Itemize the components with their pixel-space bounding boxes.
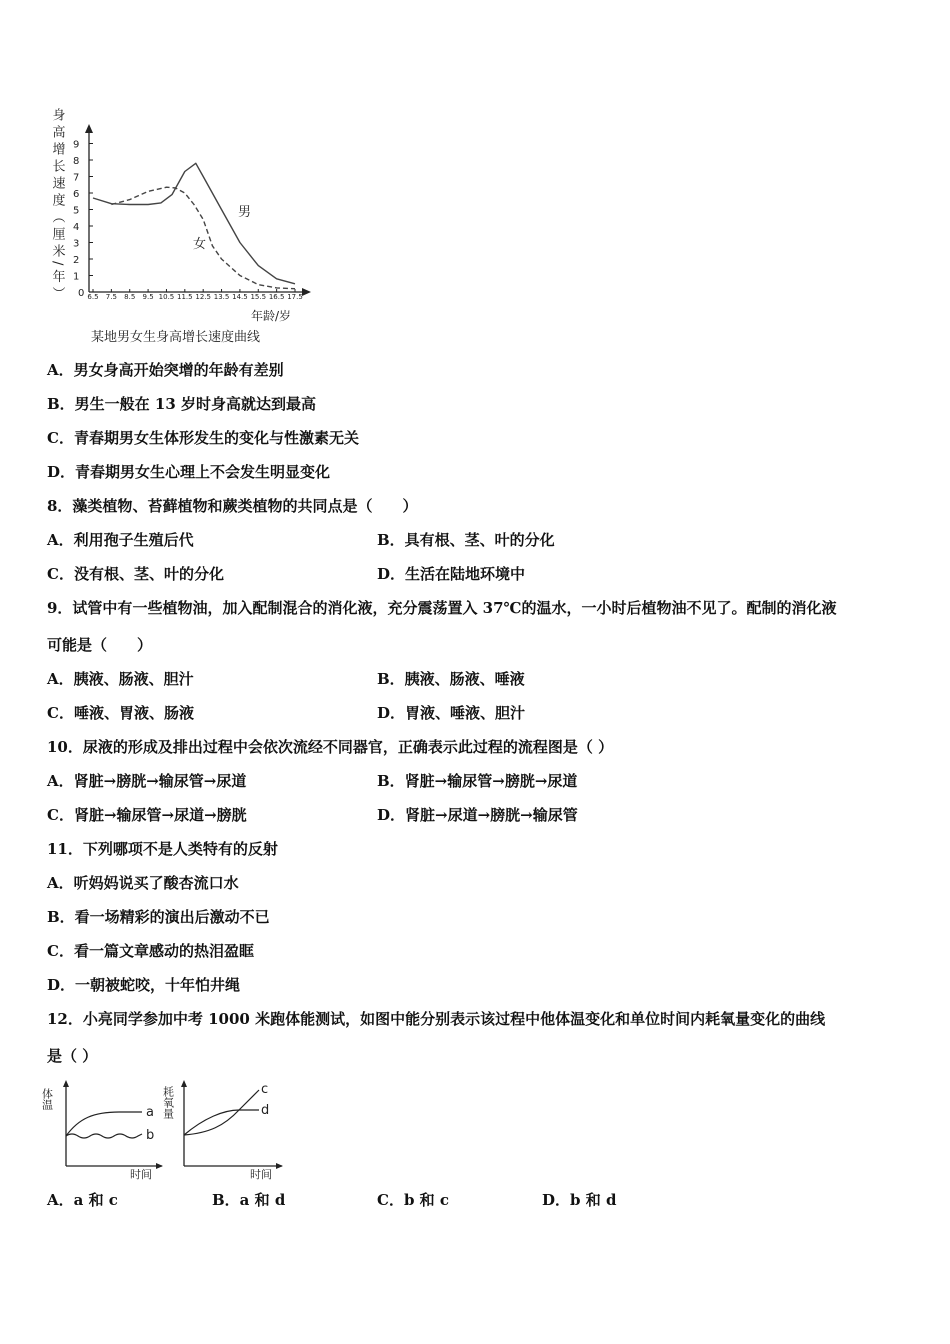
y-axis-arrow xyxy=(85,124,93,133)
x-tick-label: 17.5 xyxy=(287,293,303,301)
x-tick-label: 14.5 xyxy=(232,293,248,301)
q11-option-a[interactable]: A．听妈妈说买了酸杏流口水 xyxy=(47,874,239,892)
x-tick-label: 13.5 xyxy=(213,293,230,301)
q7-option-b[interactable]: B．男生一般在 13 岁时身高就达到最高 xyxy=(47,395,316,413)
chart-title: 某地男女生身高增长速度曲线 xyxy=(91,330,261,345)
curve-d xyxy=(184,1110,259,1135)
y-tick-label: 2 xyxy=(73,255,80,266)
q12-option-b[interactable]: B．a 和 d xyxy=(212,1191,286,1209)
q9-stem-2: 可能是（ ） xyxy=(47,636,153,654)
q12-option-d[interactable]: D．b 和 d xyxy=(542,1191,617,1209)
y-axis-label: 耗氧量 xyxy=(161,1086,175,1119)
y-tick-label: 9 xyxy=(73,139,80,151)
y-tick-label: 3 xyxy=(73,238,80,250)
x-tick-label: 12.5 xyxy=(195,293,211,301)
q11-option-c[interactable]: C．看一篇文章感动的热泪盈眶 xyxy=(47,942,254,960)
q10-stem: 10．尿液的形成及排出过程中会依次流经不同器官，正确表示此过程的流程图是（ ） xyxy=(47,738,614,756)
q10-option-b[interactable]: B．肾脏→输尿管→膀胱→尿道 xyxy=(377,772,578,790)
q7-option-a[interactable]: A．男女身高开始突增的年龄有差别 xyxy=(47,361,284,379)
x-tick-label: 9.5 xyxy=(142,293,154,301)
q7-option-c[interactable]: C．青春期男女生体形发生的变化与性激素无关 xyxy=(47,429,359,447)
x-axis-label: 时间 xyxy=(250,1168,272,1181)
q11-stem: 11．下列哪项不是人类特有的反射 xyxy=(47,840,278,858)
oxygen-consumption-graph xyxy=(161,1078,289,1181)
q8-option-c[interactable]: C．没有根、茎、叶的分化 xyxy=(47,565,224,583)
y-axis-title: 身高增长速度（厘米/年） xyxy=(49,108,65,304)
x-axis-arrow xyxy=(302,288,311,296)
q8-option-d[interactable]: D．生活在陆地环境中 xyxy=(377,565,526,583)
series-male-label: 男 xyxy=(238,205,252,220)
q10-option-c[interactable]: C．肾脏→输尿管→尿道→膀胱 xyxy=(47,806,247,824)
y-tick-label: 1 xyxy=(73,271,80,283)
q9-option-b[interactable]: B．胰液、肠液、唾液 xyxy=(377,670,525,688)
q10-option-d[interactable]: D．肾脏→尿道→膀胱→输尿管 xyxy=(377,806,578,824)
q8-option-b[interactable]: B．具有根、茎、叶的分化 xyxy=(377,531,555,549)
y-tick-label: 8 xyxy=(73,156,80,167)
q12-option-c[interactable]: C．b 和 c xyxy=(377,1191,450,1209)
curve-b-label: b xyxy=(146,1128,155,1143)
q11-option-d[interactable]: D．一朝被蛇咬，十年怕井绳 xyxy=(47,976,241,994)
q9-option-a[interactable]: A．胰液、肠液、胆汁 xyxy=(47,670,194,688)
series-female-label: 女 xyxy=(193,237,207,252)
curve-b xyxy=(66,1134,142,1138)
x-tick-label: 8.5 xyxy=(124,293,136,301)
q9-option-c[interactable]: C．唾液、胃液、肠液 xyxy=(47,704,194,722)
q8-option-a[interactable]: A．利用孢子生殖后代 xyxy=(47,531,194,549)
q8-stem: 8．藻类植物、苔藓植物和蕨类植物的共同点是（ ） xyxy=(47,497,418,515)
curve-c-label: c xyxy=(261,1082,269,1097)
curve-a xyxy=(66,1112,142,1136)
x-tick-label: 15.5 xyxy=(250,293,267,301)
curve-d-label: d xyxy=(261,1103,270,1118)
x-tick-label: 16.5 xyxy=(268,293,285,301)
y-tick-label: 6 xyxy=(73,189,80,200)
x-tick-label: 10.5 xyxy=(158,293,175,301)
y-tick-label: 4 xyxy=(73,222,80,233)
series-male-line xyxy=(93,163,295,283)
x-axis-title: 年龄/岁 xyxy=(251,309,292,323)
x-tick-label: 6.5 xyxy=(87,293,99,301)
q10-option-a[interactable]: A．肾脏→膀胱→输尿管→尿道 xyxy=(47,772,247,790)
q11-option-b[interactable]: B．看一场精彩的演出后激动不已 xyxy=(47,908,270,926)
q9-stem-1: 9．试管中有一些植物油，加入配制混合的消化液，充分震荡置入 37℃的温水，一小时后植物油不见了。配制的消化液 xyxy=(47,599,837,617)
y-tick-label: 0 xyxy=(78,288,85,299)
y-axis-label: 体温 xyxy=(40,1088,54,1110)
y-tick-label: 5 xyxy=(73,205,80,217)
q7-option-d[interactable]: D．青春期男女生心理上不会发生明显变化 xyxy=(47,463,331,481)
q12-stem-2: 是（ ） xyxy=(47,1047,98,1065)
q12-option-a[interactable]: A．a 和 c xyxy=(47,1191,118,1209)
y-tick-label: 7 xyxy=(73,172,80,184)
q12-stem-1: 12．小亮同学参加中考 1000 米跑体能测试，如图中能分别表示该过程中他体温变化和单位时间内耗氧量变化的曲线 xyxy=(47,1010,826,1028)
x-tick-label: 7.5 xyxy=(105,293,117,301)
growth-speed-chart xyxy=(0,90,330,350)
x-axis-label: 时间 xyxy=(130,1168,152,1181)
q9-option-d[interactable]: D．胃液、唾液、胆汁 xyxy=(377,704,526,722)
curve-a-label: a xyxy=(146,1105,154,1120)
body-temperature-graph xyxy=(40,1078,164,1181)
x-tick-label: 11.5 xyxy=(177,293,193,301)
